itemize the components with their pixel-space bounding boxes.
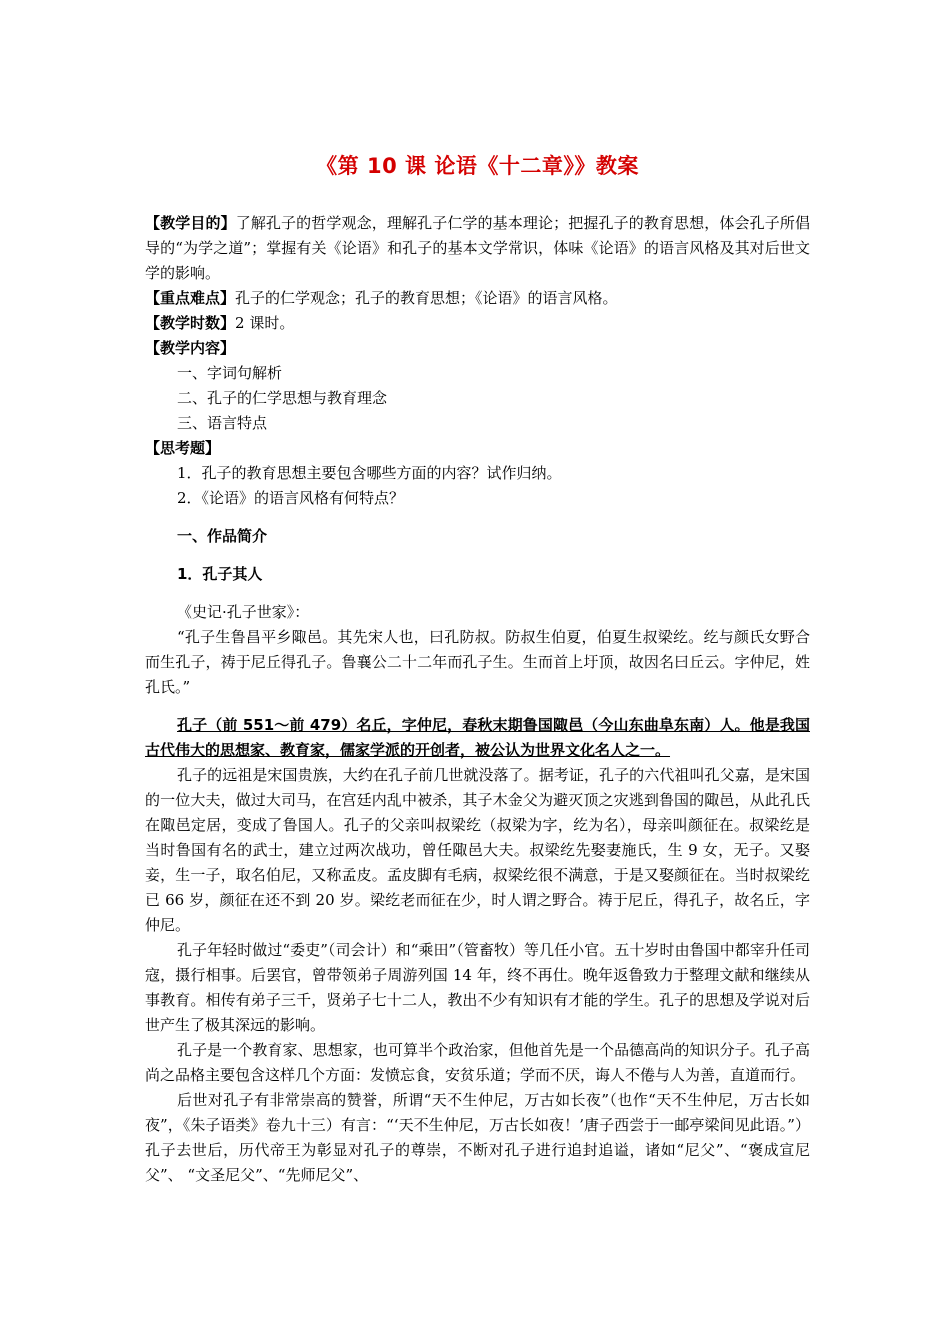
aim-text: 了解孔子的哲学观念，理解孔子仁学的基本理论；把握孔子的教育思想，体会孔子所倡导的“为学之道”；掌握有关《论语》和孔子的基本文学常识，体味《论语》的语言风格及其对后世文学的影响。 (145, 214, 810, 282)
content-heading (145, 336, 810, 361)
content-item: 二、孔子的仁学思想与教育理念 (177, 389, 388, 407)
body-paragraph: 孔子的远祖是宋国贵族，大约在孔子前几世就没落了。据考证，孔子的六代祖叫孔父嘉，是宋国的一位大夫，做过大司马，在宫廷内乱中被杀，其子木金父为避灭顶之灾逃到鲁国的陬邑，从此孔氏在陬邑定居，变成了鲁国人。孔子的父亲叫叔梁纥（叔梁为字，纥为名），母亲叫颜征在。叔梁纥是当时鲁国有名的武士，建立过两次战功，曾任陬邑大夫。叔梁纥先娶妻施氏，生 9 女，无子。又娶妾，生一子，取名伯尼，又称孟皮。孟皮脚有毛病，叔梁纥很不满意，于是又娶颜征在。当时叔梁纥已 66 岁，颜征在还不到 20 岁。梁纥老而征在少，时人谓之野合。祷于尼丘，得孔子，故名丘，字仲尼。 (145, 766, 810, 934)
hours-text: 2 课时。 (235, 314, 295, 332)
content-label: 【教学内容】 (145, 339, 236, 357)
question-item: 1．孔子的教育思想主要包含哪些方面的内容？试作归纳。 (177, 464, 562, 482)
hours-paragraph (145, 311, 810, 336)
body-paragraph: 孔子是一个教育家、思想家，也可算半个政治家，但他首先是一个品德高尚的知识分子。孔子高尚之品格主要包含这样几个方面：发愤忘食，安贫乐道；学而不厌，诲人不倦与人为善，直道而行。 (145, 1041, 810, 1084)
document-body (145, 211, 810, 1188)
content-item: 一、字词句解析 (177, 364, 283, 382)
body-paragraph: 孔子年轻时做过“委吏”（司会计）和“乘田”（管畜牧）等几任小官。五十岁时由鲁国中都宰升任司寇，摄行相事。后罢官，曾带领弟子周游列国 14 年，终不再仕。晚年返鲁致力于整理文献和继续从事教育。相传有弟子三千，贤弟子七十二人，教出不少有知识有才能的学生。孔子的思想及学说对后世产生了极其深远的影响。 (145, 941, 810, 1034)
question-item: 2．《论语》的语言风格有何特点？ (177, 489, 405, 507)
document-title: 《第 10 课 论语《十二章》》教案 (316, 154, 639, 178)
subsection-heading: 1．孔子其人 (177, 565, 263, 583)
key-text: 孔子的仁学观念；孔子的教育思想；《论语》的语言风格。 (235, 289, 618, 307)
key-paragraph (145, 286, 810, 311)
aim-paragraph (145, 211, 810, 286)
key-label: 【重点难点】 (145, 289, 236, 307)
source-line: 《史记·孔子世家》： (177, 603, 310, 621)
section-heading: 一、作品简介 (177, 527, 268, 545)
aim-label: 【教学目的】 (145, 214, 236, 232)
questions-heading (145, 436, 810, 461)
body-paragraph: 后世对孔子有非常崇高的赞誉，所谓“天不生仲尼，万古如长夜”（也作“天不生仲尼，万古长如夜”，《朱子语类》卷九十三）有言：“‘天不生仲尼，万古长如夜！’唐子西尝于一邮亭梁间见此语。”）孔子去世后，历代帝王为彰显对孔子的尊崇，不断对孔子进行追封追谥，诸如“尼父”、“褒成宣尼父”、 “文圣尼父”、“先师尼父”、 (145, 1091, 810, 1184)
hours-label: 【教学时数】 (145, 314, 236, 332)
questions-label: 【思考题】 (145, 439, 221, 457)
content-item: 三、语言特点 (177, 414, 268, 432)
quote-paragraph: “孔子生鲁昌平乡陬邑。其先宋人也，曰孔防叔。防叔生伯夏，伯夏生叔梁纥。纥与颜氏女野合而生孔子，祷于尼丘得孔子。鲁襄公二十二年而孔子生。生而首上圩顶，故因名曰丘云。字仲尼，姓孔氏。” (145, 628, 810, 696)
intro-bold-paragraph: 孔子（前 551～前 479）名丘，字仲尼，春秋末期鲁国陬邑（今山东曲阜东南）人。他是我国古代伟大的思想家、教育家，儒家学派的开创者，被公认为世界文化名人之一。 (145, 716, 810, 759)
